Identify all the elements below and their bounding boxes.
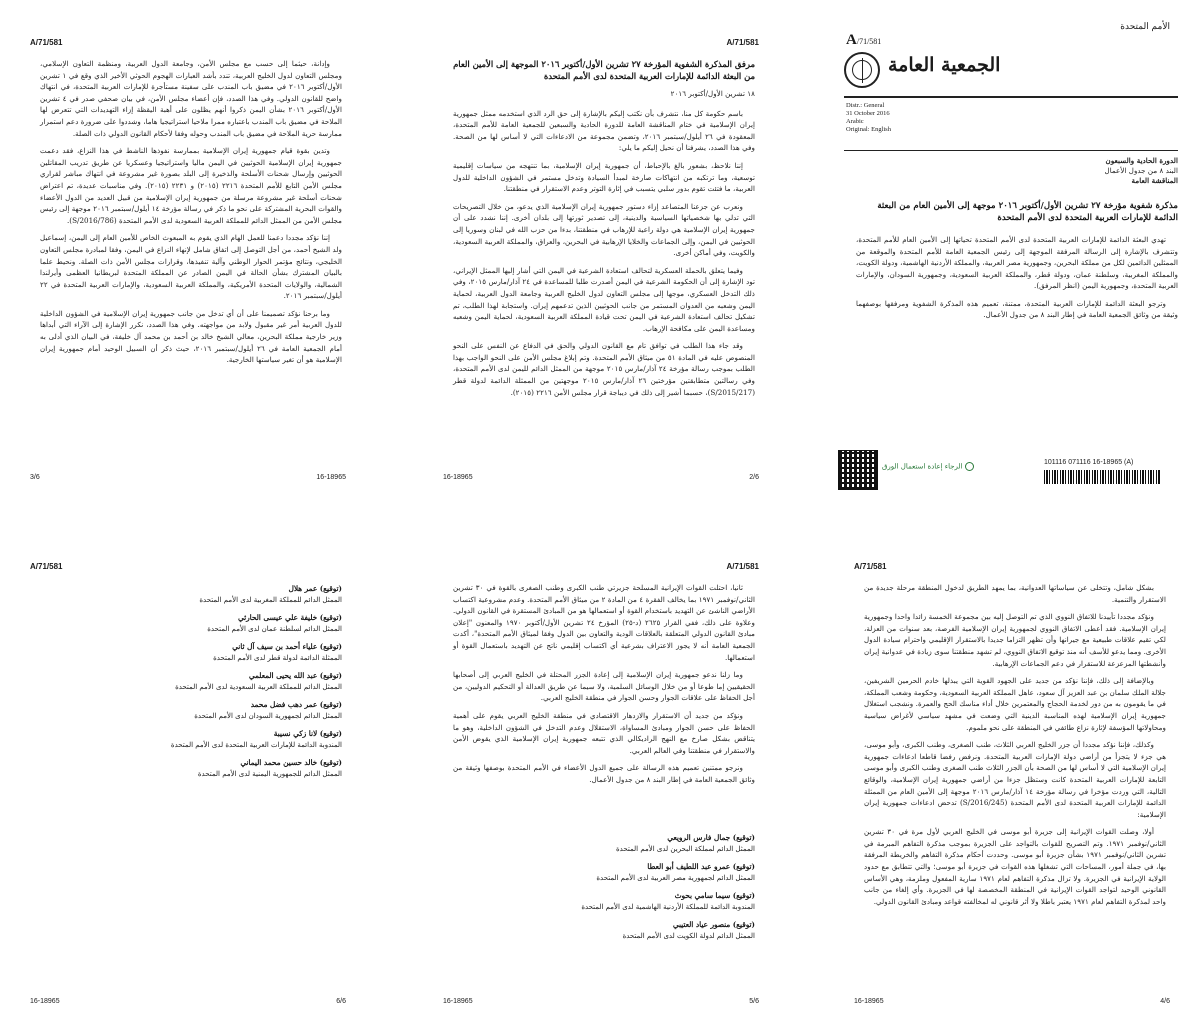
page-6 — [2, 528, 374, 1033]
document-symbol: A/71/581 — [726, 562, 759, 571]
signature: (توقيع) عمر هلال — [288, 584, 342, 593]
session-label: الدورة الحادية والسبعون — [1105, 156, 1178, 165]
paragraph: وفيما يتعلق بالحملة العسكرية لتحالف استعادة الشرعية في اليمن التي أشار إليها الممثل الإيراني، تود الإشارة إلى أن الحكومة الشرعية في اليمن أصدرت طلبا للمساعدة في ٢٤ آذار/مارس ٢٠١٥، وفي ذلك التدخل العسكري، موجها إلى مجلس التعاون لدول الخليج العربية وجامعة الدول العربية، لحماية اليمن وشعبه من العدوان المستمر من جانب الحوثيين الذين تدعمهم إيران. واستجابة لهذا الطلب، تم تشكيل تحالف استعادة الشرعية في اليمن تحت قيادة المملكة العربية السعودية، لحماية اليمن وشعبه ومساعدة اليمن على مكافحة الإرهاب. — [453, 265, 755, 333]
signatory-title: الممثل الدائم لمملكة البحرين لدى الأمم المتحدة — [616, 844, 755, 853]
signature-block — [443, 920, 755, 941]
signature-block — [443, 891, 755, 912]
job-number: 16-18965 — [316, 474, 346, 481]
recycle-notice — [882, 462, 974, 471]
signature: (توقيع) عمر دهب فضل محمد — [250, 700, 342, 709]
paragraph: وإدانة، حيثما إلى حسب مع مجلس الأمن، وجامعة الدول العربية، ومنظمة التعاون الإسلامي، ومجلس التعاون لدول الخليج العربية، تندد بأشد العبارات الهجوم الحوثي الأخير الذي وقع في ١ تشرين الأول/أكتوبر ٢٠١٦ في مضيق باب المندب على سفينة مستأجرة للإمارات العربية المتحدة، في انتهاك واضح للقانون الدولي. وفي هذا الصدد، فإن أعضاء مجلس الأمن، في بيان صحفي صدر في ٤ تشرين الأول/أكتوبر ٢٠١٦ بشأن اليمن ذكروا أنهم يظلون على أهبة اليقظة إزاء التهديدات التي تتعرض لها الملاحة في مضيق باب المندب باعتباره ممرا ملاحيا استراتيجيا هاما، وشددوا على ضرورة دعم استمرار ممارسة حرية الملاحة في مضيق باب المندب وحوله وفقا لأحكام القانون الدولي ذات الصلة. — [40, 59, 342, 138]
paragraph: وما برحنا نؤكد تصميمنا على أن أي تدخل من جانب جمهورية إيران الإسلامية في الشؤون الداخلية للدول العربية أمر غير مقبول ولابد من مواجهته. وفي هذا الصدد، نكرر الإشارة إلى الآراء التي أبداها وزير خارجية مملكة البحرين، معالي الشيخ خالد بن أحمد بن محمد آل خليفة، في البيان الذي أدلى به أمام الجمعية العامة في ٢٦ أيلول/سبتمبر ٢٠١٦، حيث ذكر أن السبيل الوحيد أمام جمهورية إيران الإسلامية هو أن تغير سياستها الخارجية. — [40, 308, 342, 365]
signatory-title: الممثل الدائم لسلطنة عمان لدى الأمم المتحدة — [207, 624, 342, 633]
page-number: 6/6 — [336, 998, 346, 1005]
job-number: 16-18965 — [443, 474, 473, 481]
signature-block — [30, 700, 342, 721]
signature-block — [30, 584, 342, 605]
cover-body — [856, 234, 1178, 327]
signature: (توقيع) لانا زكي نسيبة — [273, 729, 342, 738]
page-5 — [415, 528, 787, 1033]
distr-line: Arabic — [846, 118, 864, 125]
signatory-title: المندوبة الدائمة للإمارات العربية المتحدة لدى الأمم المتحدة — [170, 740, 342, 749]
paragraph: وما زلنا ندعو جمهورية إيران الإسلامية إلى إعادة الجزر المحتلة في الخليج العربي إلى أصحابها الحقيقيين إما طوعا أو من خلال الوسائل السلمية، ولا سيما عن طريق العدالة أو التحكيم الدوليين، من أجل الحفاظ على علاقات الجوار وحسن الجوار في منطقة الخليج العربي. — [453, 670, 755, 703]
document-symbol: A/71/581 — [30, 38, 63, 47]
paragraph: بشكل شامل، وتتخلى عن سياساتها العدوانية، بما يمهد الطريق لدخول المنطقة مرحلة جديدة من الاستقرار والتنمية. — [864, 583, 1166, 604]
divider — [844, 150, 1178, 151]
distr-line: 31 October 2016 — [846, 110, 890, 117]
symbol-prefix: A — [846, 32, 857, 48]
job-number: 16-18965 — [443, 998, 473, 1005]
signature-block — [30, 729, 342, 750]
page-body — [864, 582, 1166, 913]
paragraph: إننا نؤكد مجددا دعمنا للعمل الهام الذي يقوم به المبعوث الخاص للأمين العام إلى اليمن، إسماعيل ولد الشيخ أحمد، من أجل التوصل إلى اتفاق شامل لإنهاء النزاع في اليمن، وفقا لمبادرة مجلس التعاون الخليجي، ونتائج مؤتمر الحوار الوطني وآلية تنفيذها، وقرارات مجلس الأمن ذات الصلة. ونحيط علما بالبيان المشترك بشأن الحالة في اليمن الصادر عن المملكة المتحدة لبريطانيا العظمى وأيرلندا الشمالية، والولايات المتحدة الأمريكية، والمملكة العربية السعودية، والإمارات العربية المتحدة في ٢٢ أيلول/سبتمبر ٢٠١٦. — [40, 233, 342, 301]
cover-page — [826, 4, 1198, 509]
paragraph: ونعرب عن جزعنا المتصاعد إزاء دستور جمهورية إيران الإسلامية الذي يدعو، من خلال التصريحات التي تدلي بها شخصياتها السياسية والدينية، إلى تصدير ثورتها إلى بلدان أخرى. إننا نشدد على أن جمهورية إيران الإسلامية هي دولة راعية للإرهاب في منطقتنا، بدءا من حزب الله في لبنان وسوريا إلى الحوثيين في اليمن، وإلى الجماعات والخلايا الإرهابية في البحرين، والعراق، والمملكة العربية السعودية، والكويت، وفي أماكن أخرى. — [453, 201, 755, 258]
symbol-rest: /71/581 — [856, 37, 882, 46]
signatory-title: الممثل الدائم لجمهورية مصر العربية لدى الأمم المتحدة — [596, 873, 755, 882]
page-2 — [415, 4, 787, 509]
cover-document-symbol — [846, 32, 881, 49]
signatory-title: الممثل الدائم للجمهورية اليمنية لدى الأمم المتحدة — [197, 769, 342, 778]
agenda-item: البند ٨ من جدول الأعمال — [1104, 166, 1178, 175]
signature: (توقيع) عمرو عبد اللطيف أبو العطا — [647, 862, 755, 871]
signatory-title: الممثل الدائم للمملكة العربية السعودية لدى الأمم المتحدة — [175, 682, 342, 691]
signature: (توقيع) جمال فارس الرويعي — [667, 833, 755, 842]
paragraph: وقد جاء هذا الطلب في توافق تام مع القانون الدولي والحق في الدفاع عن النفس على النحو المنصوص عليه في المادة ٥١ من ميثاق الأمم المتحدة. وتم إبلاغ مجلس الأمن على النحو الواجب بهذا الطلب بموجب رسالة مؤرخة ٢٤ آذار/مارس ٢٠١٥ موجهة من الممثل الدائم لليمن لدى الأمم المتحدة، وفي رسالتين متطابقتين مؤرختين ٢٦ آذار/مارس ٢٠١٥ موجهتين من الممثلة الدائمة لدولة قطر (S/2015/217)، حسبما أشير إلى ذلك في ديباجة قرار مجلس الأمن ٢٢١٦ (٢٠١٥). — [453, 341, 755, 397]
page-body — [453, 582, 755, 792]
annex-title: مرفق المذكرة الشفوية المؤرخة ٢٧ تشرين الأول/أكتوبر ٢٠١٦ الموجهة إلى الأمين العام من البعثة الدائمة للإمارات العربية المتحدة لدى الأمم المتحدة — [453, 59, 755, 81]
signature: (توقيع) خالد حسين محمد اليماني — [240, 758, 342, 767]
job-number: 16-18965 — [30, 998, 60, 1005]
paragraph: وترجو البعثة الدائمة للإمارات العربية المتحدة، ممتنة، تعميم هذه المذكرة الشفوية ومرفقها بوصفهما وثيقة من وثائق الجمعية العامة في إطار البند ٨ من جدول الأعمال. — [856, 298, 1178, 319]
signature-block — [30, 671, 342, 692]
letter-date: ١٨ تشرين الأول/أكتوبر ٢٠١٦ — [670, 89, 755, 98]
signature: (توقيع) خليفة علي عيسى الحارثي — [238, 613, 342, 622]
signature-block — [443, 833, 755, 854]
paragraph: وكذلك، فإننا نؤكد مجددا أن جزر الخليج العربي الثلاث، طنب الصغرى، وطنب الكبرى، وأبو موسى، هي جزء لا يتجزأ من أراضي دولة الإمارات العربية المتحدة. ونرفض رفضا قاطعا ادعاءات جمهورية إيران الإسلامية التي لا أساس لها من الصحة بأن الجزر الثلاث طنب الصغرى وطنب الكبرى وأبو موسى التابعة للإمارات العربية المتحدة كانت وستظل جزءا من أراضي جمهورية إيران الإسلامية، والوقائع التالية، التي وردت مؤخرا في رسالة مؤرخة ١٤ آذار/مارس ٢٠١٦ موجهة إلى الأمين العام من الممثلة الدائمة للإمارات العربية المتحدة لدى الأمم المتحدة (S/2016/245) تدحض ادعاءات جمهورية إيران الإسلامية: — [864, 740, 1166, 819]
signature: (توقيع) عبد الله يحيى المعلمي — [248, 671, 342, 680]
qr-code-icon — [838, 450, 878, 490]
distribution-info — [846, 102, 891, 134]
page-body — [453, 58, 755, 404]
signatory-title: المندوبة الدائمة للمملكة الأردنية الهاشمية لدى الأمم المتحدة — [581, 902, 755, 911]
signature-list — [30, 584, 342, 787]
paragraph: تهدي البعثة الدائمة للإمارات العربية المتحدة لدى الأمم المتحدة تحياتها إلى الأمين العام للأمم المتحدة، وتتشرف بالإشارة إلى الرسالة المرفقة الموجهة إلى رئيس الجمعية العامة للأمم المتحدة والموقعة من الممثلين الدائمين لكل من مملكة البحرين، وجمهورية مصر العربية، والمملكة الأردنية الهاشمية، ودولة الكويت، والمملكة المغربية، وسلطنة عمان، ودولة قطر، والمملكة العربية السعودية، وجمهورية السودان، والإمارات العربية المتحدة، وجمهورية اليمن (انظر المرفق). — [856, 235, 1178, 290]
signature-block — [30, 642, 342, 663]
distr-line: Distr.: General — [846, 102, 885, 109]
page-body — [40, 58, 342, 372]
paragraph: ونؤكد من جديد أن الاستقرار والازدهار الاقتصادي في منطقة الخليج العربي يقوم على أهمية الحفاظ على حسن الجوار ومبادئ المساواة، الاستقلال وعدم التدخل في الشؤون الداخلية، وهو ما يتناقض بشكل صارخ مع النهج الراديكالي الذي تتبعه جمهورية إيران الإسلامية الذي يقوض الأمن والاستقرار في منطقتنا وفي العالم العربي. — [453, 710, 755, 755]
barcode-icon — [1044, 470, 1160, 484]
signatory-title: الممثل الدائم لدولة الكويت لدى الأمم المتحدة — [622, 931, 755, 940]
paragraph: أولا، وصلت القوات الإيرانية إلى جزيرة أبو موسى في الخليج العربي لأول مرة في ٣٠ تشرين الثاني/نوفمبر ١٩٧١. وتم التصريح للقوات بالتواجد على الجزيرة بموجب مذكرة التفاهم المبرمة في تشرين الثاني/نوفمبر ١٩٧١ بشأن جزيرة أبو موسى. وحددت أحكام مذكرة التفاهم والخريطة المرفقة بها، في جملة أمور، المساحات التي تشغلها هذه القوات في جزيرة أبو موسى؛ والتي تتطابق مع حدود الولاية الإيرانية في الجزيرة. ولا تزال مذكرة التفاهم لعام ١٩٧١ سارية المفعول وملزمة، وهي الأساس القانوني الوحيد لتواجد القوات الإيرانية في المنطقة المخصصة لها في الجزيرة. وأي إلغاء من جانب واحد لمذكرة التفاهم لعام ١٩٧١ يعتبر باطلا ولا أثر قانوني له لمخالفته قواعد ومبادئ القانون الدولي. — [864, 827, 1167, 906]
paragraph: ونرجو ممتنين تعميم هذه الرسالة على جميع الدول الأعضاء في الأمم المتحدة بوصفها وثيقة من وثائق الجمعية العامة في إطار البند ٨ من جدول الأعمال. — [453, 763, 755, 784]
signatory-title: الممثل الدائم للمملكة المغربية لدى الأمم المتحدة — [199, 595, 342, 604]
recycle-text: الرجاء إعادة استعمال الورق — [882, 462, 963, 471]
page-number: 4/6 — [1160, 998, 1170, 1005]
session-info — [1104, 156, 1178, 186]
paragraph: وتدين بقوة قيام جمهورية إيران الإسلامية بممارسة نفوذها الناشط في هذا النزاع، فقد دعمت جمهورية إيران الإسلامية الحوثيين في اليمن ماليا واستراتيجيا وعسكريا عن طريق تدريب المقاتلين الحوثيين وإرسال شحنات الأسلحة والذخيرة إلى البلد بصورة غير مشروعة في انتهاك مباشر لقراري مجلس الأمن التابع للأمم المتحدة ٢٢١٦ (٢٠١٥) و ٢٢٣١ (٢٠١٥). وفي مناسبات عديدة، تم اعتراض شحنات أسلحة غير مشروعة مرسلة من جمهورية إيران الإسلامية من قبيل العديد من الدول الأعضاء والقوات البحرية المشتركة على نحو ما ذكر في رسالة مؤرخة ١٤ أيلول/سبتمبر ٢٠١٦ موجهة إلى رئيس مجلس الأمن من الممثل الدائم للمملكة العربية السعودية لدى الأمم المتحدة (S/2016/786). — [40, 146, 342, 225]
signature-block — [30, 758, 342, 779]
united-nations-label: الأمم المتحدة — [1120, 22, 1170, 32]
document-symbol: A/71/581 — [726, 38, 759, 47]
un-emblem-icon — [844, 52, 880, 88]
debate-label: المناقشة العامة — [1131, 176, 1178, 185]
paragraph: إننا نلاحظ، بشعور بالغ بالإحباط، أن جمهورية إيران الإسلامية، بما تنتهجه من سياسات إقليمية توسعية، وما ترتكبه من انتهاكات صارخة لمبدأ السيادة وتدخل مستمر في الشؤون الداخلية للدول العربية، ما فتئت تقوم بدور سلبي يتسبب في إثارة التوتر وعدم الاستقرار في منطقتنا. — [453, 160, 755, 194]
paragraph: ونؤكد مجددا تأييدنا للاتفاق النووي الذي تم التوصل إليه بين مجموعة الخمسة زائدا واحدا وجمهورية إيران الإسلامية. فقد أعطى الاتفاق النووي لجمهورية إيران الإسلامية الفرصة، بعد سنوات من العزلة، لكي تقيم علاقات طبيعية مع جيرانها وأن تظهر التزاما جديدا بالاستقرار الإقليمي واحترام سيادة الدول الأخرى. ومما يدعو للأسف أنه منذ توقيع الاتفاق النووي، لم تشهد منطقتنا سوى زيادة في عدوانية إيران وأنشطتها المزعزعة للاستقرار في دعم الجماعات الإرهابية. — [864, 612, 1166, 668]
paragraph: باسم حكومة كل منا، نتشرف بأن نكتب إليكم بالإشارة إلى حق الرد الذي استخدمه ممثل جمهورية إيران الإسلامية في ختام المناقشة العامة للدورة الحادية والسبعين للجمعية العامة للأمم المتحدة، المعقودة في ٢٦ أيلول/سبتمبر ٢٠١٦، وتضمن مجموعة من الادعاءات التي لا أساس لها من الصحة. وفي هذا الصدد، يشرفنا أن نحيل إليكم ما يلي: — [453, 108, 756, 153]
signature: (توقيع) علياء أحمد بن سيف آل ثاني — [232, 642, 342, 651]
page-4 — [826, 528, 1198, 1033]
distr-line: Original: English — [846, 126, 891, 133]
paragraph: وبالإضافة إلى ذلك، فإننا نؤكد من جديد على الجهود القوية التي يبذلها خادم الحرمين الشريفين، جلالة الملك سلمان بن عبد العزيز آل سعود، عاهل المملكة العربية السعودية، وحكومة وشعب المملكة، في ما يقومون به من دور لخدمة الحجاج والمعتمرين خلال أداء مناسك الحج والعمرة. ونشجب استغلال جمهورية إيران الإسلامية لهذه المناسبة الدينية التي وضعت في مشهد سياسي لأغراض سياسية ومحاولاتها المؤسفة لإثارة نزاع طائفي في المنطقة على نحو ملموم. — [864, 676, 1166, 732]
job-line: 101116 071116 16-18965 (A) — [1044, 459, 1134, 466]
document-symbol: A/71/581 — [854, 562, 887, 571]
signature-block — [30, 613, 342, 634]
signature-block — [443, 862, 755, 883]
page-3 — [2, 4, 374, 509]
signatory-title: الممثل الدائم لجمهورية السودان لدى الأمم المتحدة — [194, 711, 342, 720]
note-verbale-title: مذكرة شفوية مؤرخة ٢٧ تشرين الأول/أكتوبر ٢٠١٦ موجهة إلى الأمين العام من البعثة الدائمة للإمارات العربية المتحدة لدى الأمم المتحدة — [877, 201, 1178, 223]
divider — [844, 96, 1178, 98]
page-number: 3/6 — [30, 474, 40, 481]
signature: (توقيع) منصور عياد العتيبي — [672, 920, 755, 929]
general-assembly-title: الجمعية العامة — [888, 54, 1001, 76]
paragraph: ثانيا، احتلت القوات الإيرانية المسلحة جزيرتي طنب الكبرى وطنب الصغرى بالقوة في ٣٠ تشرين الثاني/نوفمبر ١٩٧١ بما يخالف الفقرة ٤ من المادة ٢ من ميثاق الأمم المتحدة. وعدم مشروعية اكتساب الأراضي الناشئ عن التهديد باستخدام القوة أو استعمالها هو من المبادئ المستقرة في القانون الدولي. وعلاوة على ذلك، ففي القرار ٢٦٢٥ (د-٢٥) المؤرخ ٢٤ تشرين الأول/أكتوبر ١٩٧٠ والمعنون "إعلان مبادئ القانون الدولي المتعلقة بالعلاقات الودية والتعاون بين الدول وفقا لميثاق الأمم المتحدة"، أكدت الجمعية العامة أنه لا يجوز الاعتراف بشرعية أي اكتساب إقليمي ناتج عن التهديد باستعمال القوة أو استعمالها. — [453, 583, 756, 662]
document-symbol: A/71/581 — [30, 562, 63, 571]
recycle-icon — [965, 462, 974, 471]
page-number: 5/6 — [749, 998, 759, 1005]
signatory-title: الممثلة الدائمة لدولة قطر لدى الأمم المتحدة — [213, 653, 342, 662]
signature-list — [443, 833, 755, 949]
job-number: 16-18965 — [854, 998, 884, 1005]
signature: (توقيع) سيما سامي بحوث — [674, 891, 755, 900]
page-number: 2/6 — [749, 474, 759, 481]
